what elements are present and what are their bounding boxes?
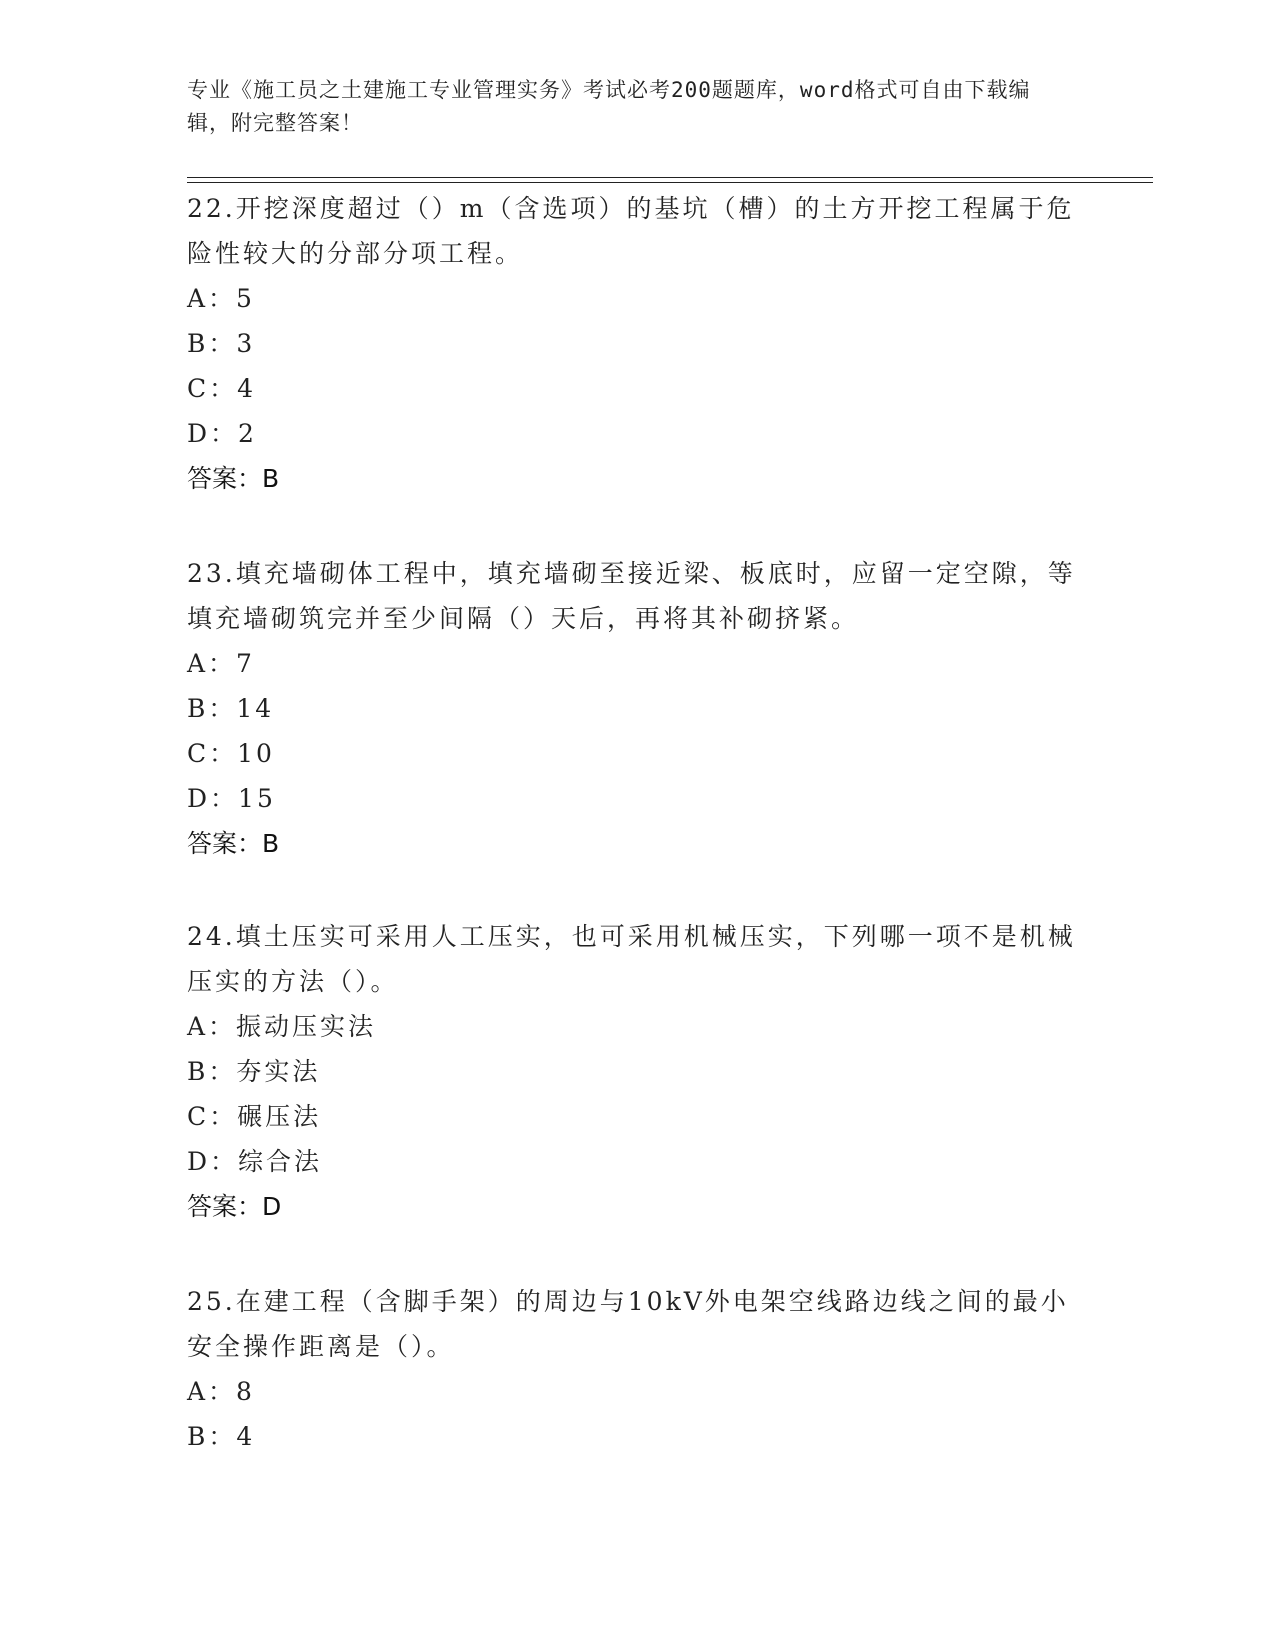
question-24 xyxy=(187,914,1087,1229)
option-b: B：3 xyxy=(187,329,256,358)
option-b: B：夯实法 xyxy=(187,1057,321,1086)
option-b: B：14 xyxy=(187,694,275,723)
option-c: C：碾压法 xyxy=(187,1102,322,1131)
option-d: D：15 xyxy=(187,784,276,813)
option-a: A：振动压实法 xyxy=(187,1012,377,1041)
option-c: C：10 xyxy=(187,739,275,768)
option-c: C：4 xyxy=(187,374,257,403)
question-25 xyxy=(187,1279,1087,1459)
question-22 xyxy=(187,186,1087,501)
header-divider-bottom xyxy=(187,182,1153,183)
question-stem: 24.填土压实可采用人工压实，也可采用机械压实，下列哪一项不是机械压实的方法（）。 xyxy=(187,922,1076,996)
option-b: B：4 xyxy=(187,1422,256,1451)
answer-line: 答案：D xyxy=(187,1192,282,1221)
option-a: A：7 xyxy=(187,649,255,678)
answer-line: 答案：B xyxy=(187,464,280,493)
option-d: D：综合法 xyxy=(187,1147,323,1176)
question-23 xyxy=(187,551,1087,866)
option-a: A：8 xyxy=(187,1377,255,1406)
question-stem: 25.在建工程（含脚手架）的周边与10kV外电架空线路边线之间的最小安全操作距离是（）。 xyxy=(187,1287,1069,1361)
question-stem: 23.填充墙砌体工程中，填充墙砌至接近梁、板底时，应留一定空隙，等填充墙砌筑完并至少间隔（）天后，再将其补砌挤紧。 xyxy=(187,559,1076,633)
header-divider-top xyxy=(187,177,1153,178)
question-stem: 22.开挖深度超过（）m（含选项）的基坑（槽）的土方开挖工程属于危险性较大的分部分项工程。 xyxy=(187,194,1075,268)
document-header: 专业《施工员之土建施工专业管理实务》考试必考200题题库，word格式可自由下载编辑，附完整答案！ xyxy=(187,78,1031,135)
option-a: A：5 xyxy=(187,284,255,313)
answer-line: 答案：B xyxy=(187,829,280,858)
option-d: D：2 xyxy=(187,419,257,448)
